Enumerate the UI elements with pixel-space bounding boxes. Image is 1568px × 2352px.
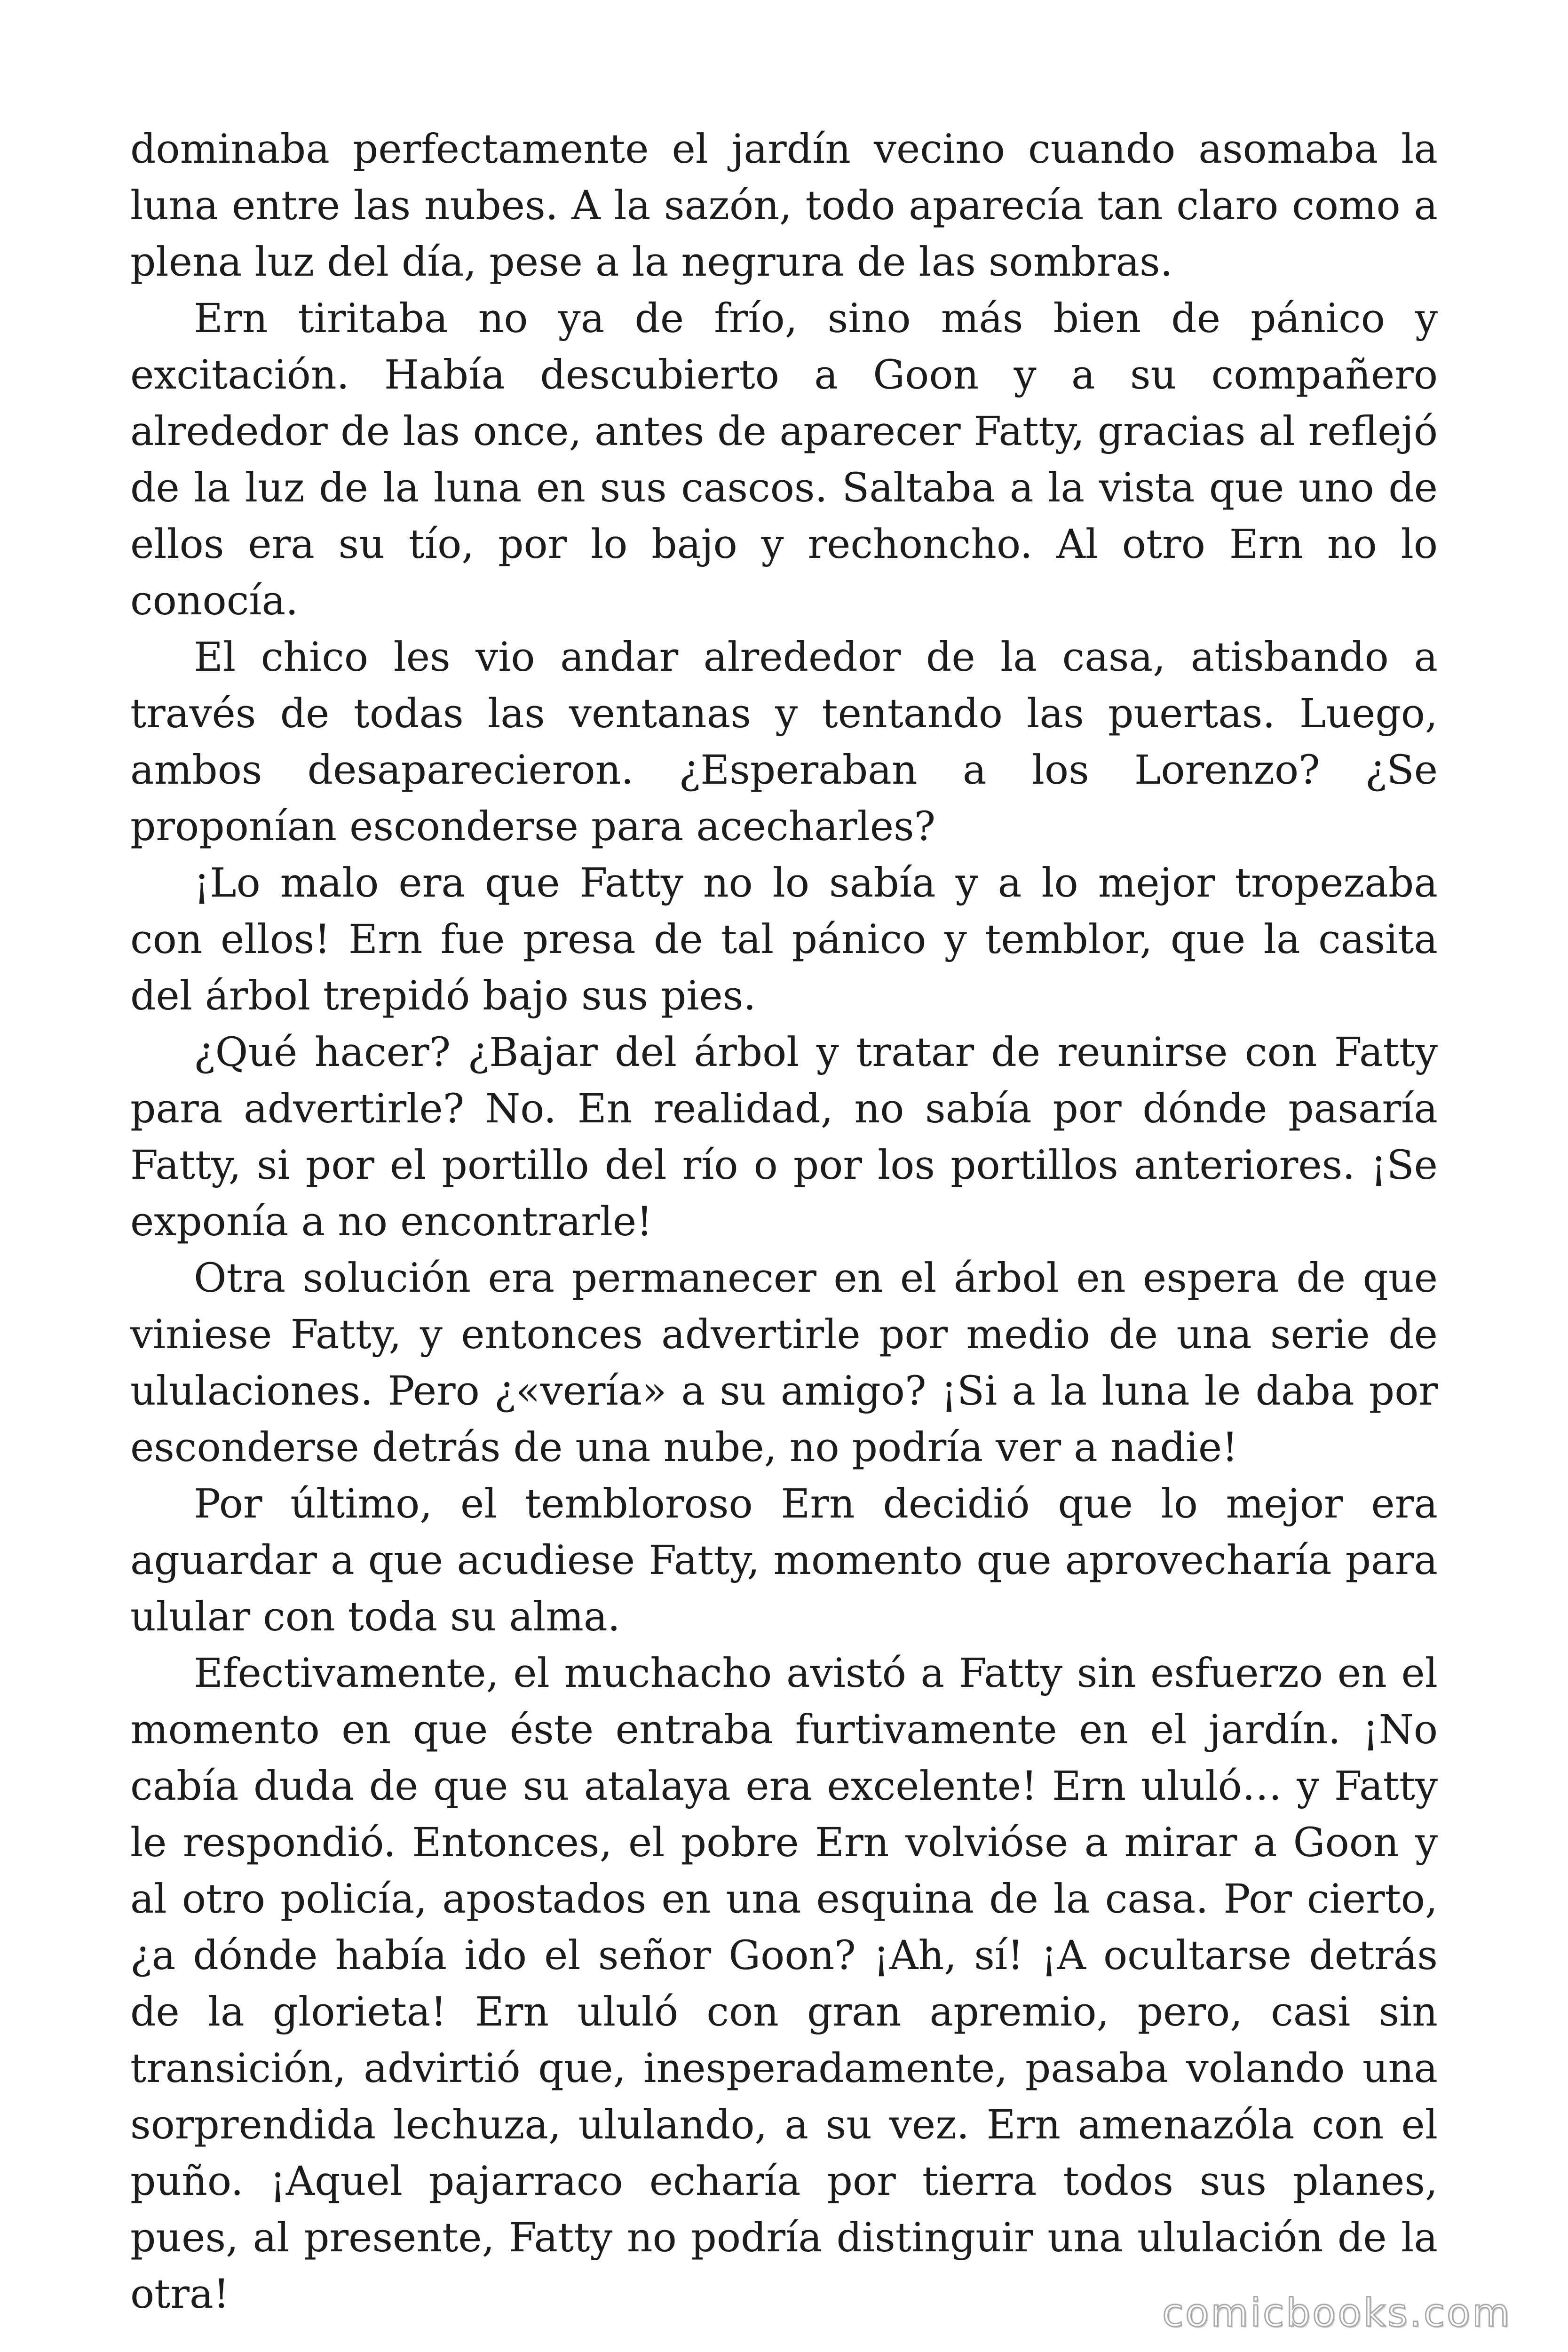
paragraph: Efectivamente, el muchacho avistó a Fatty sin esfuerzo en el momento en que éste entraba furtivamente en el jardín. ¡No cabía duda de que su atalaya era excelente! Ern ululó… y Fatty le respondió. Entonces, el pobre Ern volvióse a mirar a Goon y al otro policía, apostados en una esquina de la casa. Por cierto, ¿a dónde había ido el señor Goon? ¡Ah, sí! ¡A ocultarse detrás de la glorieta! Ern ululó con gran apremio, pero, casi sin transición, advirtió que, inesperadamente, pasaba volando una sorprendida lechuza, ululando, a su vez. Ern amenazóla con el puño. ¡Aquel pajarraco echaría por tierra todos sus planes, pues, al presente, Fatty no podría distinguir una ululación de la otra! — [130, 1650, 1438, 2318]
paragraph: dominaba perfectamente el jardín vecino cuando asomaba la luna entre las nubes. A la sazón, todo aparecía tan claro como a plena luz del día, pese a la negrura de las sombras. — [130, 126, 1438, 286]
paragraph: ¡Lo malo era que Fatty no lo sabía y a lo mejor tropezaba con ellos! Ern fue presa de tal pánico y temblor, que la casita del árbol trepidó bajo sus pies. — [130, 860, 1438, 1019]
paragraph: Otra solución era permanecer en el árbol en espera de que viniese Fatty, y entonces advertirle por medio de una serie de ululaciones. Pero ¿«vería» a su amigo? ¡Si a la luna le daba por esconderse detrás de una nube, no podría ver a nadie! — [130, 1255, 1438, 1471]
paragraph: ¿Qué hacer? ¿Bajar del árbol y tratar de reunirse con Fatty para advertirle? No. En realidad, no sabía por dónde pasaría Fatty, si por el portillo del río o por los portillos anteriores. ¡Se exponía a no encontrarle! — [130, 1029, 1438, 1245]
paragraph: Ern tiritaba no ya de frío, sino más bien de pánico y excitación. Había descubierto a Goon y a su compañero alrededor de las once, antes de aparecer Fatty, gracias al reflejó de la luz de la luna en sus cascos. Saltaba a la vista que uno de ellos era su tío, por lo bajo y rechoncho. Al otro Ern no lo conocía. — [130, 295, 1438, 624]
paragraph: El chico les vio andar alrededor de la casa, atisbando a través de todas las ventanas y tentando las puertas. Luego, ambos desaparecieron. ¿Esperaban a los Lorenzo? ¿Se proponían esconderse para acecharles? — [130, 634, 1438, 850]
watermark: comicbooks.com — [1162, 2291, 1512, 2336]
page-body — [130, 121, 1438, 2323]
paragraph: Por último, el tembloroso Ern decidió que lo mejor era aguardar a que acudiese Fatty, momento que aprovecharía para ulular con toda su alma. — [130, 1481, 1438, 1640]
